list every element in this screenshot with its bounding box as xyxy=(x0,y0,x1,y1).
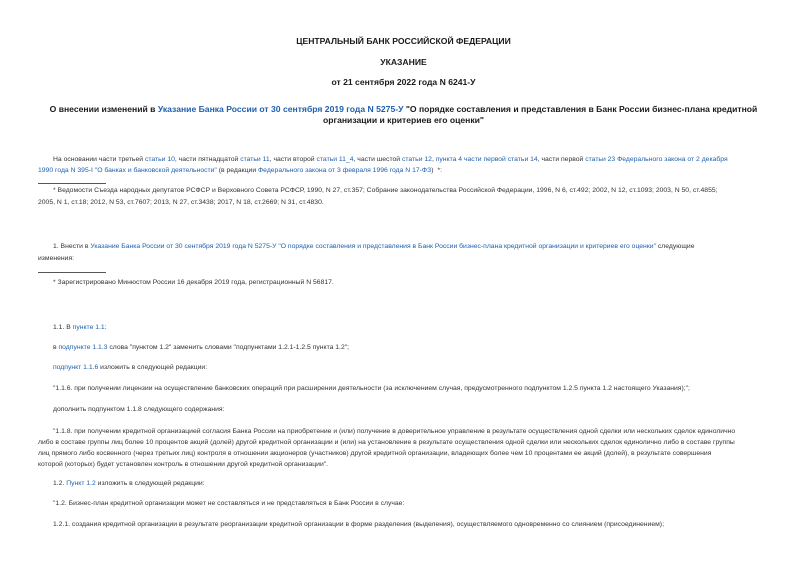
paragraph-1-1-3 xyxy=(53,343,349,352)
paragraph-1-1-6 xyxy=(53,363,207,372)
text-segment: слова "пунктом 1.2" заменить словами "подпунктами 1.2.1-1.2.5 пункта 1.2"; xyxy=(107,344,350,351)
quote-1-1-6: "1.1.6. при получении лицензии на осуществление банковских операций при расширении деятельности (за исключением случая, предусмотренного подпунктом 1.2.5 пункта 1.2 настоящего Указания);"; xyxy=(53,385,690,392)
text-segment: , части второй xyxy=(269,156,317,163)
reference-link[interactable]: Указание Банка России от 30 сентября 2019 года N 5275-У "О порядке составления и представления в Банк России бизнес-плана кредитной организации и критериев его оценки" xyxy=(90,243,656,250)
text-segment: следующие xyxy=(655,243,695,250)
paragraph-1-1 xyxy=(53,323,107,332)
footnote-divider-2 xyxy=(38,272,106,273)
quote-1-1-8-line-2: либо в составе группы лиц более 10 процентов акций (долей) другой кредитной организации и (или) на установление в результате осуществления одной сделки или нескольких сделок единолично либо в составе группы xyxy=(38,439,735,446)
preamble-line-1 xyxy=(53,155,728,164)
text-segment: На основании части третьей xyxy=(53,156,145,163)
text-segment: изложить в следующей редакции: xyxy=(95,480,205,487)
document-title xyxy=(40,104,767,126)
text-segment: 1.2. xyxy=(53,480,67,487)
footnote-1-line-1: * Ведомости Съезда народных депутатов РСФСР и Верховного Совета РСФСР, 1990, N 27, ст.357; Собрание законодательства Российской Федерации, 1996, N 6, ст.492; 2002, N 12, ст.1093; 2003, N 50, ст.4855; xyxy=(53,187,718,194)
quote-1-1-8-line-4: которой (которых) будет установлен контроль в отношении другой кредитной организации". xyxy=(38,461,329,468)
footnote-2: * Зарегистрировано Минюстом России 16 декабря 2019 года, регистрационный N 56817. xyxy=(53,279,334,286)
text-segment: изложить в следующей редакции: xyxy=(98,364,208,371)
text-segment: , части первой xyxy=(537,156,586,163)
text-segment: , xyxy=(431,156,436,163)
footnote-1-line-2: 2005, N 1, ст.18; 2012, N 53, ст.7607; 2013, N 27, ст.3438; 2017, N 18, ст.2669; N 31, ст.4830. xyxy=(38,199,324,206)
quote-1-2: "1.2. Бизнес-план кредитной организации может не составляться и не представляться в Банк России в случае: xyxy=(53,500,405,507)
reference-link[interactable]: статьи 10 xyxy=(144,156,175,163)
reference-link[interactable]: статьи 11_4 xyxy=(316,156,354,163)
reference-link[interactable]: пункте 1.1 xyxy=(72,324,105,331)
footnote-marker: * xyxy=(437,167,441,174)
item-1-line-1 xyxy=(53,242,695,251)
preamble-line-2-text xyxy=(38,167,433,174)
reference-link[interactable]: подпункте 1.1.3 xyxy=(58,344,108,351)
reference-link[interactable]: Пункт 1.2 xyxy=(66,480,96,487)
quote-1-1-8-line-3: лиц прямого либо косвенного (через третьих лиц) контроля в отношении акционеров (участников) другой кредитной организации, владеющих более чем 10 процентами ее акций (долей), в результате совершения xyxy=(38,450,712,457)
quote-1-1-8-line-1: "1.1.8. при получении кредитной организацией согласия Банка России на приобретение и (или) получение в доверительное управление в результате осуществления одной сделки или нескольких сделок единолично xyxy=(53,428,736,435)
text-segment: ) xyxy=(431,167,434,174)
title-suffix: "О порядке составления и представления в Банк России бизнес-плана кредитной организации и критериев его оценки" xyxy=(322,104,758,125)
reference-link[interactable]: статьи 11 xyxy=(240,156,270,163)
document-type-heading: УКАЗАНИЕ xyxy=(380,57,427,67)
title-link[interactable]: Указание Банка России от 30 сентября 2019 года N 5275-У xyxy=(157,104,404,114)
paragraph-1-2-1: 1.2.1. создания кредитной организации в результате реорганизации кредитной организации в форме разделения (выделения), осуществляемого одновременно со слиянием (присоединением); xyxy=(53,521,664,528)
paragraph-1-2 xyxy=(53,479,205,488)
document-date-heading: от 21 сентября 2022 года N 6241-У xyxy=(331,77,476,87)
footnote-divider xyxy=(38,183,106,184)
reference-link[interactable]: Федерального закона от 2 декабря xyxy=(617,156,728,163)
reference-link[interactable]: подпункт 1.1.6 xyxy=(53,364,99,371)
text-segment: , части пятнадцатой xyxy=(174,156,241,163)
issuer-heading: ЦЕНТРАЛЬНЫЙ БАНК РОССИЙСКОЙ ФЕДЕРАЦИИ xyxy=(296,36,511,46)
text-segment: 1. Внести в xyxy=(53,243,91,250)
reference-link[interactable]: 1990 года N 395-I "О банках и банковской деятельности" xyxy=(38,167,217,174)
text-segment: : xyxy=(104,324,107,331)
item-1-line-2: изменения: xyxy=(38,255,75,262)
text-segment: в xyxy=(53,344,59,351)
text-segment: (в редакции xyxy=(216,167,259,174)
preamble-end: : xyxy=(440,167,442,174)
text-segment: 1.1. В xyxy=(53,324,73,331)
preamble-line-2 xyxy=(38,166,442,175)
text-segment: , части шестой xyxy=(353,156,402,163)
reference-link[interactable]: статьи 23 xyxy=(585,156,616,163)
paragraph-add-1-1-8: дополнить подпунктом 1.1.8 следующего содержания: xyxy=(53,406,225,413)
reference-link[interactable]: пункта 4 части первой статьи 14 xyxy=(435,156,538,163)
reference-link[interactable]: Федерального закона от 3 февраля 1996 года N 17-ФЗ xyxy=(258,167,432,174)
reference-link[interactable]: статьи 12 xyxy=(401,156,432,163)
title-prefix: О внесении изменений в xyxy=(49,104,158,114)
